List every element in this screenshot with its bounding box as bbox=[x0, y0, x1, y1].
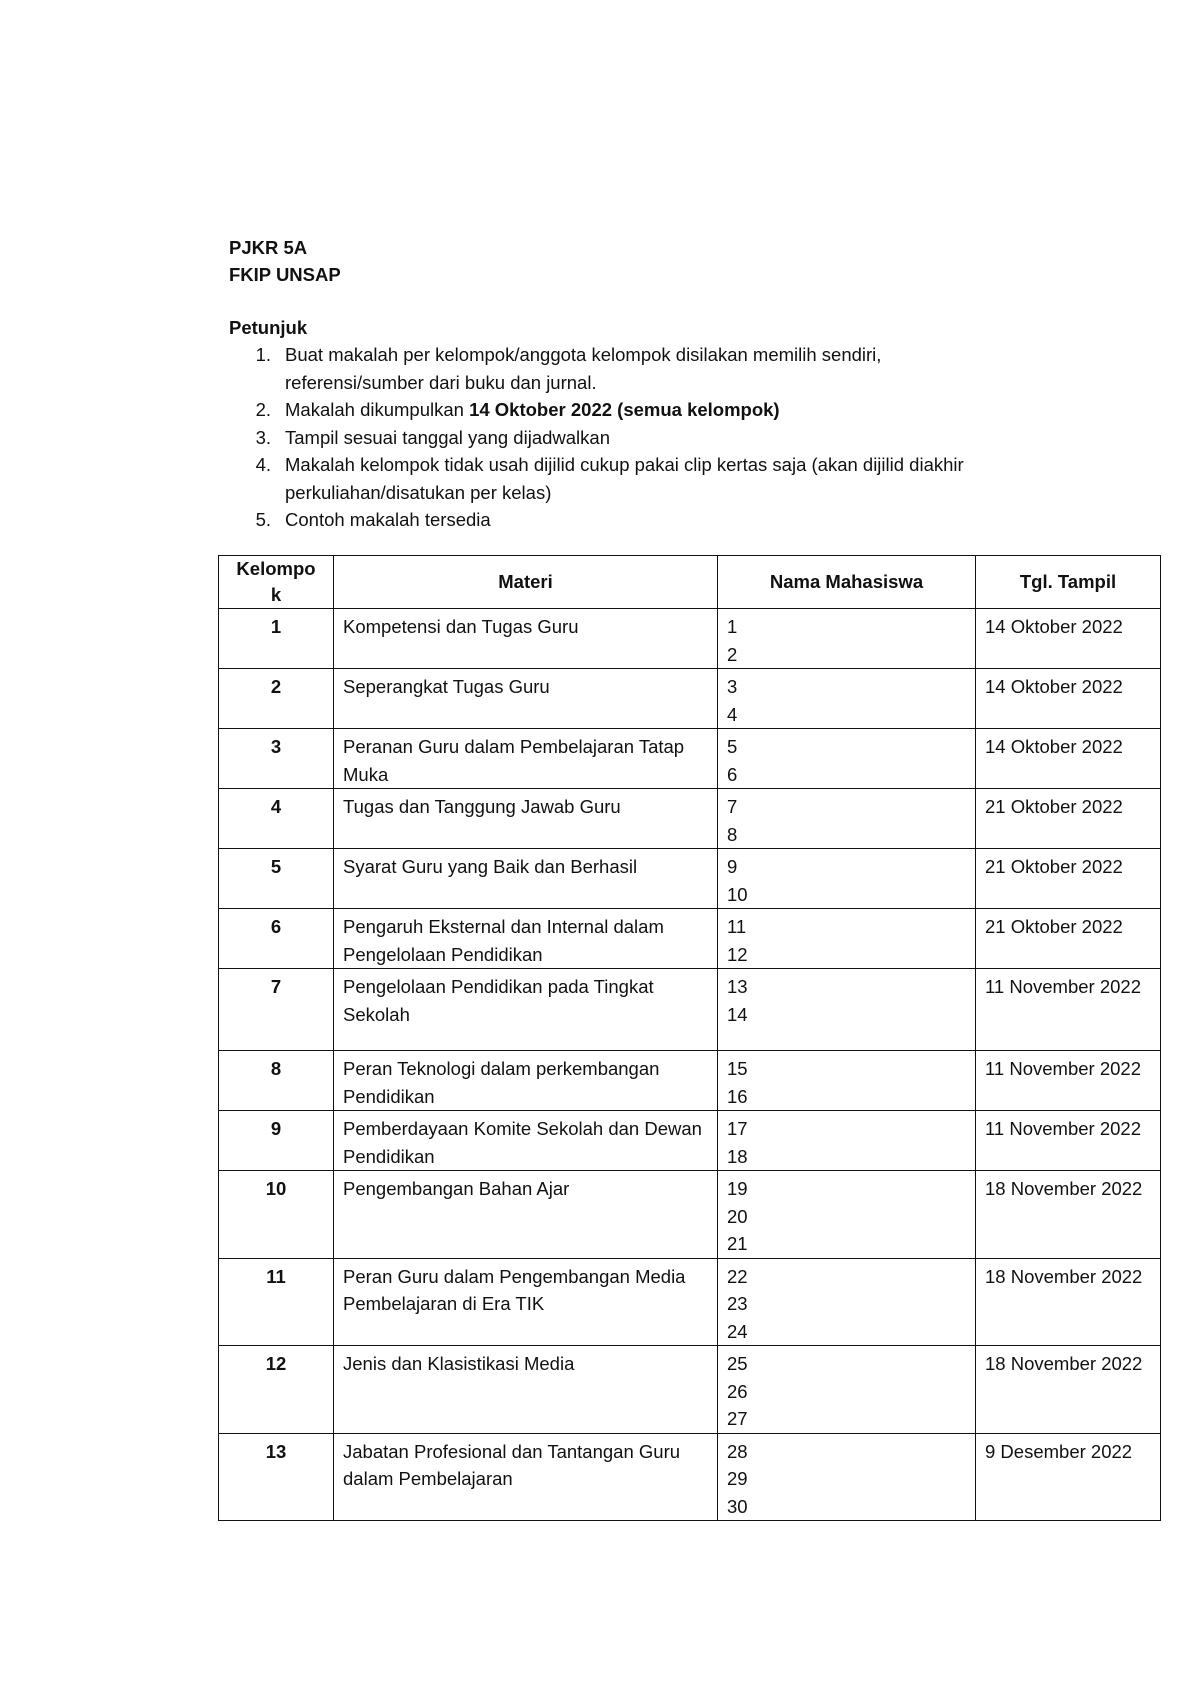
group-number: 2 bbox=[219, 669, 334, 729]
class-name: PJKR 5A bbox=[229, 237, 308, 258]
presentation-date: 18 November 2022 bbox=[976, 1258, 1161, 1346]
student-numbers bbox=[718, 1258, 976, 1346]
student-number: 4 bbox=[727, 703, 738, 725]
presentation-date: 11 November 2022 bbox=[976, 969, 1161, 1051]
student-number: 18 bbox=[727, 1145, 748, 1167]
presentation-date: 18 November 2022 bbox=[976, 1171, 1161, 1259]
presentation-date: 11 November 2022 bbox=[976, 1111, 1161, 1171]
student-number: 21 bbox=[727, 1233, 748, 1254]
table-row bbox=[219, 849, 1161, 909]
table-row bbox=[219, 609, 1161, 669]
student-number: 13 bbox=[727, 976, 748, 997]
group-number: 5 bbox=[219, 849, 334, 909]
topic: Jenis dan Klasistikasi Media bbox=[334, 1346, 718, 1434]
presentation-date: 11 November 2022 bbox=[976, 1051, 1161, 1111]
group-number: 4 bbox=[219, 789, 334, 849]
presentation-date: 14 Oktober 2022 bbox=[976, 729, 1161, 789]
student-numbers bbox=[718, 1433, 976, 1521]
group-number: 10 bbox=[219, 1171, 334, 1259]
student-number: 7 bbox=[727, 796, 738, 817]
student-numbers bbox=[718, 1346, 976, 1434]
table-header-row bbox=[219, 556, 1161, 609]
instructions-list bbox=[229, 341, 1009, 534]
student-number: 22 bbox=[727, 1265, 748, 1287]
topic: Kompetensi dan Tugas Guru bbox=[334, 609, 718, 669]
instruction-item: 1. Buat makalah per kelompok/anggota kelompok disilakan memilih sendiri, referensi/sumber dari buku dan jurnal. bbox=[255, 344, 882, 393]
group-number: 3 bbox=[219, 729, 334, 789]
group-number: 6 bbox=[219, 909, 334, 969]
topic: Seperangkat Tugas Guru bbox=[334, 669, 718, 729]
group-number: 9 bbox=[219, 1111, 334, 1171]
student-number: 17 bbox=[727, 1118, 748, 1139]
group-number: 8 bbox=[219, 1051, 334, 1111]
instruction-item: 2. Makalah dikumpulkan 14 Oktober 2022 (semua kelompok) bbox=[255, 399, 780, 420]
student-numbers bbox=[718, 789, 976, 849]
student-number: 10 bbox=[727, 883, 748, 905]
student-numbers bbox=[718, 849, 976, 909]
topic: Pemberdayaan Komite Sekolah dan Dewan Pendidikan bbox=[334, 1111, 718, 1171]
student-numbers bbox=[718, 1111, 976, 1171]
instruction-item: 4. Makalah kelompok tidak usah dijilid cukup pakai clip kertas saja (akan dijilid diakhir perkuliahan/disatukan per kelas) bbox=[255, 454, 964, 503]
table-row bbox=[219, 1111, 1161, 1171]
student-number: 23 bbox=[727, 1293, 748, 1314]
student-numbers bbox=[718, 729, 976, 789]
student-number: 26 bbox=[727, 1380, 748, 1402]
student-number: 27 bbox=[727, 1408, 748, 1429]
topic: Peranan Guru dalam Pembelajaran Tatap Muka bbox=[334, 729, 718, 789]
student-number: 15 bbox=[727, 1058, 748, 1079]
table-row bbox=[219, 969, 1161, 1051]
student-number: 28 bbox=[727, 1440, 748, 1462]
topic: Jabatan Profesional dan Tantangan Guru dalam Pembelajaran bbox=[334, 1433, 718, 1521]
group-number: 13 bbox=[219, 1433, 334, 1521]
faculty-name: FKIP UNSAP bbox=[229, 264, 341, 285]
header-nama-mahasiswa: Nama Mahasiswa bbox=[718, 556, 976, 609]
student-numbers bbox=[718, 1171, 976, 1259]
table-row bbox=[219, 1433, 1161, 1521]
student-number: 24 bbox=[727, 1320, 748, 1342]
topic: Peran Guru dalam Pengembangan Media Pembelajaran di Era TIK bbox=[334, 1258, 718, 1346]
deadline-text: 14 Oktober 2022 (semua kelompok) bbox=[469, 399, 780, 420]
presentation-date: 21 Oktober 2022 bbox=[976, 909, 1161, 969]
student-numbers bbox=[718, 609, 976, 669]
student-number: 30 bbox=[727, 1495, 748, 1517]
table-body bbox=[219, 609, 1161, 1521]
document-header bbox=[229, 234, 341, 288]
header-materi: Materi bbox=[334, 556, 718, 609]
student-number: 20 bbox=[727, 1205, 748, 1227]
student-number: 19 bbox=[727, 1178, 748, 1199]
table-row bbox=[219, 1171, 1161, 1259]
presentation-date: 9 Desember 2022 bbox=[976, 1433, 1161, 1521]
student-numbers bbox=[718, 969, 976, 1051]
topic: Pengaruh Eksternal dan Internal dalam Pengelolaan Pendidikan bbox=[334, 909, 718, 969]
student-number: 1 bbox=[727, 616, 738, 637]
student-number: 14 bbox=[727, 1003, 748, 1025]
student-number: 25 bbox=[727, 1353, 748, 1374]
student-number: 16 bbox=[727, 1085, 748, 1107]
instructions-title: Petunjuk bbox=[229, 317, 308, 338]
student-number: 2 bbox=[727, 643, 738, 665]
student-number: 12 bbox=[727, 943, 748, 965]
table-row bbox=[219, 1258, 1161, 1346]
student-number: 8 bbox=[727, 823, 738, 845]
table-row bbox=[219, 1051, 1161, 1111]
group-number: 11 bbox=[219, 1258, 334, 1346]
group-number: 1 bbox=[219, 609, 334, 669]
presentation-date: 21 Oktober 2022 bbox=[976, 849, 1161, 909]
header-tgl-tampil: Tgl. Tampil bbox=[976, 556, 1161, 609]
group-number: 7 bbox=[219, 969, 334, 1051]
table-row bbox=[219, 729, 1161, 789]
student-number: 29 bbox=[727, 1468, 748, 1489]
student-numbers bbox=[718, 669, 976, 729]
student-number: 5 bbox=[727, 736, 738, 757]
student-numbers bbox=[718, 1051, 976, 1111]
table-row bbox=[219, 789, 1161, 849]
header-kelompok: Kelompo k bbox=[219, 556, 334, 609]
presentation-date: 14 Oktober 2022 bbox=[976, 609, 1161, 669]
table-row bbox=[219, 909, 1161, 969]
topic: Tugas dan Tanggung Jawab Guru bbox=[334, 789, 718, 849]
presentation-date: 21 Oktober 2022 bbox=[976, 789, 1161, 849]
student-numbers bbox=[718, 909, 976, 969]
topic: Pengelolaan Pendidikan pada Tingkat Sekolah bbox=[334, 969, 718, 1051]
student-number: 6 bbox=[727, 763, 738, 785]
table-row bbox=[219, 1346, 1161, 1434]
schedule-table bbox=[218, 555, 1161, 1521]
student-number: 9 bbox=[727, 856, 738, 877]
topic: Pengembangan Bahan Ajar bbox=[334, 1171, 718, 1259]
student-number: 11 bbox=[727, 916, 747, 937]
presentation-date: 18 November 2022 bbox=[976, 1346, 1161, 1434]
presentation-date: 14 Oktober 2022 bbox=[976, 669, 1161, 729]
instruction-item: 5. Contoh makalah tersedia bbox=[255, 509, 491, 530]
instruction-item: 3. Tampil sesuai tanggal yang dijadwalkan bbox=[255, 426, 610, 448]
topic: Peran Teknologi dalam perkembangan Pendidikan bbox=[334, 1051, 718, 1111]
group-number: 12 bbox=[219, 1346, 334, 1434]
student-number: 3 bbox=[727, 676, 738, 697]
table-row bbox=[219, 669, 1161, 729]
topic: Syarat Guru yang Baik dan Berhasil bbox=[334, 849, 718, 909]
